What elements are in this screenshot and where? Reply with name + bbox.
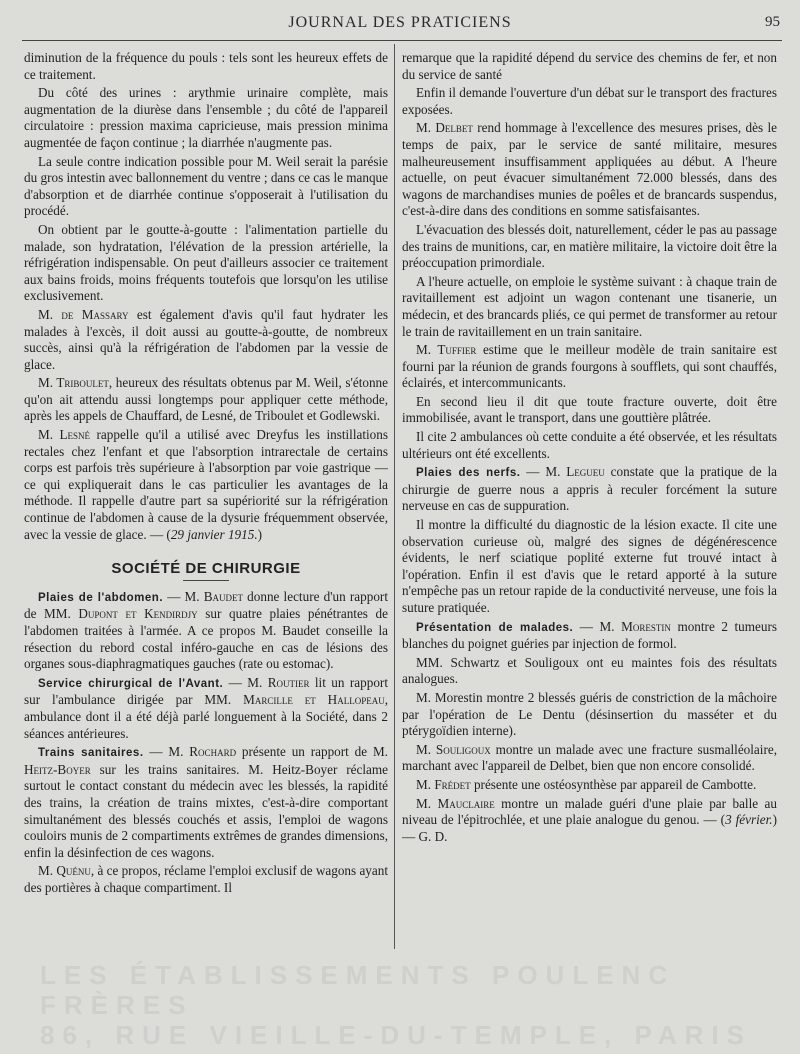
paragraph-text: estime que le meilleur modèle de train sanitaire est fourni par la réunion de grands fourgons à soufflets, qui sont chauffés, éclairés, et intercommunicants. (402, 342, 777, 391)
speaker-name: M. Souligoux (416, 741, 491, 757)
section-rule (183, 580, 229, 581)
session-date: 29 janvier 1915. (170, 526, 258, 542)
rubric: Plaies de l'abdomen. (38, 591, 164, 604)
paragraph-text: — M. (163, 588, 204, 604)
speaker-name: M. Frédet (416, 776, 471, 792)
header-rule (22, 40, 782, 41)
paragraph-text: — M. (573, 618, 622, 634)
speaker-name: M. Lesné (38, 427, 91, 443)
author-names: Heitz-Boyer (24, 761, 91, 777)
paragraph: Il montre la difficulté du diagnostic de la lésion exacte. Il cite une observation curieuse où, malgré des signes de dégénérescence évidents, le nerf sciatique poplité externe fut trouvé intact à l'opération. Enfin il est d'avis que le retard apporté à la suture n'empêche pas un retour rapide de la conductivité nerveuse, une fois la suture pratiquée. (402, 517, 777, 615)
paragraph-text: — M. (223, 674, 268, 690)
rubric: Plaies des nerfs. (416, 467, 521, 480)
page-number: 95 (765, 14, 780, 30)
paragraph-text: — M. (143, 744, 190, 760)
paragraph-text: constate que la pratique de la chirurgie de guerre nous a appris à reculer forcément la suture nerveuse en cas de suppuration. (402, 464, 777, 514)
paragraph: La seule contre indication possible pour M. Weil serait la parésie du gros intestin avec ballonnement du ventre ; dans ce cas le manque d'absorption et de diarrhée continue s'opposerait à l'utilisation du procédé. (24, 153, 389, 219)
paragraph-text: est également d'avis qu'il faut hydrater les malades à l'excès, il doit aussi au goutte-à-goutte, de nombreux succès, ainsi qu'à la réfrigération de l'abdomen par la vessie de glace. (24, 306, 389, 372)
paragraph-text: présente une ostéosynthèse par appareil de Cambotte. (470, 776, 757, 792)
author-names: Marcille et Hallopeau, (243, 692, 388, 708)
rubric: Présentation de malades. (416, 621, 574, 634)
paragraph (402, 619, 777, 653)
paragraph (24, 375, 388, 425)
paragraph-text: ambulance dont il a été déjà parlé longuement à la Société, dans 2 séances antérieures. (24, 708, 388, 741)
speaker-name: Baudet (203, 588, 244, 604)
paragraph-text: montre 2 tumeurs blanches du poignet guéries par injection de formol. (402, 618, 777, 652)
paragraph: L'évacuation des blessés doit, naturellement, céder le pas au passage des trains de munitions, car, en matière militaire, la victoire doit être la préoccupation primordiale. (402, 221, 777, 271)
paragraph-text: rappelle qu'il a utilisé avec Dreyfus les instillations rectales chez l'enfant et que l'absorption intrarectale de certains corps est parfois très supérieure à l'absorption par voie gastrique — ce qui expliquerait dans le cas particulier les avantages de la méthode. Il rappelle d'autre part sa supériorité sur la réfrigération continue de l'abdomen à cause de la dysurie fréquemment observée, avec la vessie de glace. — ( (24, 427, 389, 542)
paragraph-text: présente un rapport de M. (236, 744, 388, 760)
paragraph (24, 675, 388, 742)
author-names: Dupont et Kendirdjy (78, 606, 198, 622)
watermark-line: 86, RUE VIEILLE-DU-TEMPLE, PARIS (40, 1020, 753, 1050)
paragraph (402, 342, 777, 392)
paragraph-text: à ce propos, réclame l'emploi exclusif de wagons ayant des portières à chaque compartiment. Il (24, 863, 389, 895)
left-column (24, 50, 388, 899)
right-column (402, 50, 777, 847)
watermark-line: LES ÉTABLISSEMENTS POULENC FRÈRES (40, 960, 676, 1020)
paragraph-text: sur les trains sanitaires. M. Heitz-Boyer réclame surtout le contact constant du médecin avec les blessés, la rapidité des trains, la création de trains mixtes, c'est-à-dire comportant simultanément des blessés couchés et assis, l'emploi de wagons couloirs munis de 2 compartiments extrêmes de grandes dimensions, enfin la désinfection de ces wagons. (24, 761, 388, 860)
speaker-name: Routier (267, 674, 310, 690)
paragraph (24, 863, 388, 896)
speaker-name: Morestin (621, 618, 671, 634)
speaker-name: M. Quénu, (38, 863, 95, 879)
speaker-name: M. Delbet (416, 120, 473, 136)
paragraph-text: sur quatre plaies pénétrantes de l'abdomen traitées à l'armée. A ce propos M. Baudet conseille la résection du rebord costal inféro-gauche en cas de lésions des organes sous-diaphragmatiques gauches (rate ou estomac). (24, 606, 388, 672)
paragraph (402, 796, 777, 846)
paragraph: En second lieu il dit que toute fracture ouverte, doit être immobilisée, avant le transport, dans une gouttière plâtrée. (402, 393, 777, 426)
paragraph: diminution de la fréquence du pouls : tels sont les heureux effets de ce traitement. (24, 50, 388, 82)
speaker-name: Rochard (189, 744, 237, 760)
paragraph (402, 777, 777, 794)
speaker-name: M. de Massary (38, 306, 129, 322)
paragraph-text: rend hommage à l'excellence des mesures prises, dès le temps de paix, par le service de santé militaire, mesures malheureusement insuffisamment appliquées au début. A l'heure actuelle, on peut évacuer simultanément 72.000 blessés, dans des wagons de marchandises munies de poêles et de brancards suspendus, c'est-à-dire dans des conditions en somme satisfaisantes. (402, 120, 777, 219)
paragraph-text: — M. (520, 464, 567, 480)
paragraph-text: montre un malade avec une fracture susmalléolaire, marchant avec l'appareil de Delbet, bien que non encore consolidé. (402, 741, 777, 774)
paragraph (24, 589, 388, 673)
paragraph: remarque que la rapidité dépend du service des chemins de fer, et non du service de santé (402, 50, 777, 82)
paragraph (402, 120, 777, 220)
paragraph: M. Morestin montre 2 blessés guéris de constriction de la mâchoire par l'opération de Le Dentu (désinsertion du masséter et du ptérygoïdien interne). (402, 689, 777, 739)
speaker-name: M. Mauclaire (416, 795, 495, 811)
show-through-advertisement (0, 960, 800, 1054)
paragraph (24, 744, 388, 861)
paragraph-text: donne lecture d'un rapport de MM. (24, 588, 388, 622)
session-date: 3 février. (725, 812, 773, 828)
page-header (0, 0, 800, 42)
paragraph: Enfin il demande l'ouverture d'un débat sur le transport des fractures exposées. (402, 85, 777, 117)
paragraph (402, 464, 777, 515)
journal-title: JOURNAL DES PRATICIENS (288, 14, 512, 31)
paragraph: Il cite 2 ambulances où cette conduite a été observée, et les résultats ultérieurs ont été excellents. (402, 429, 777, 461)
paragraph (24, 427, 388, 543)
paragraph (24, 307, 388, 373)
section-title: SOCIÉTÉ DE CHIRURGIE (111, 560, 301, 578)
speaker-name: Legueu (566, 464, 605, 480)
paragraph-text: montre un malade guéri d'une plaie par balle au niveau de l'épitrochlée, et une plaie analogue du genou. — ( (402, 795, 778, 828)
paragraph: On obtient par le goutte-à-goutte : l'alimentation partielle du malade, son hydratation, l'élévation de la pression artérielle, la réfrigération indispensable. On peut d'ailleurs associer ce traitement aux bains froids, moins fréquents toutefois que lorsqu'on les utilise exclusivement. (24, 221, 388, 304)
paragraph-text: ) (257, 526, 263, 542)
paragraph-text: lit un rapport sur l'ambulance dirigée par MM. (24, 674, 388, 708)
rubric: Trains sanitaires. (38, 747, 144, 760)
paragraph: Du côté des urines : arythmie urinaire complète, mais augmentation de la diurèse dans l'ensemble ; du côté de l'appareil circulatoire : pression maxima capricieuse, mais pression minima augmentée de façon continue ; la diarrhée n'augmente pas. (24, 85, 388, 150)
speaker-name: M. Tuffier (416, 342, 477, 358)
column-divider (394, 44, 395, 949)
paragraph-text: heureux des résultats obtenus par M. Weil, s'étonne qu'on ait attendu aussi longtemps pour appliquer cette méthode, après les appels de Chauffard, de Lesné, de Triboulet et Godlewski. (24, 375, 388, 424)
paragraph: A l'heure actuelle, on emploie le système suivant : à chaque train de ravitaillement est adjoint un wagon contenant une tisanerie, un médecin, et des brancards pliés, ce qui permet de transformer au retour le train de ravitaillement en un train sanitaire. (402, 273, 777, 339)
paragraph (402, 742, 777, 775)
rubric: Service chirurgical de l'Avant. (38, 677, 224, 690)
paragraph: MM. Schwartz et Souligoux ont eu maintes fois des résultats analogues. (402, 654, 777, 687)
speaker-name: M. Triboulet, (38, 375, 113, 391)
paragraph-text: ) — G. D. (402, 812, 777, 844)
